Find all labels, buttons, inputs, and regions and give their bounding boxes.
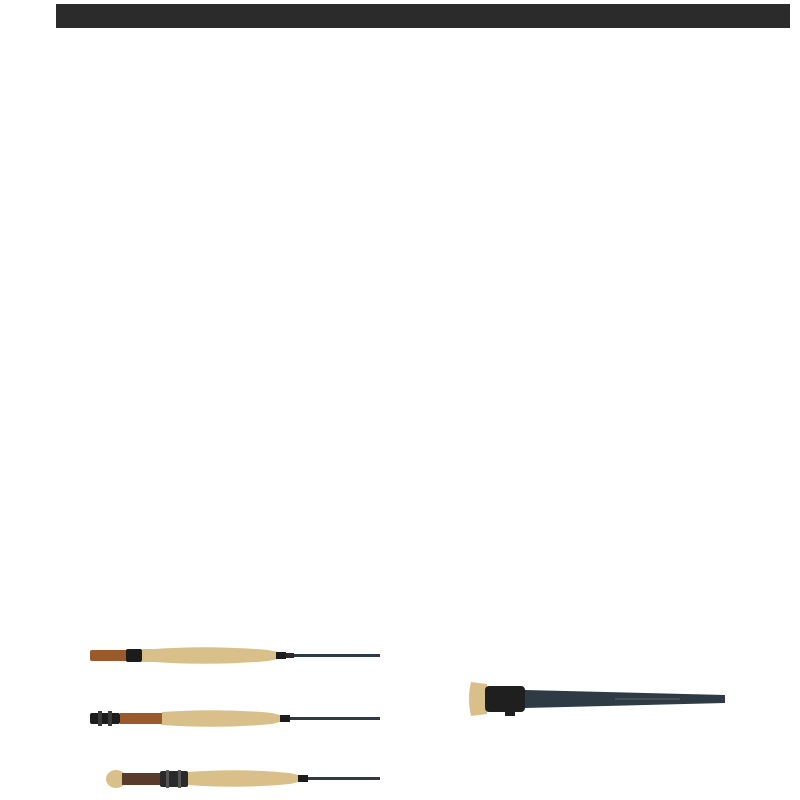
table-header <box>56 4 790 28</box>
grip-c-image <box>90 766 380 792</box>
grip-b-image <box>90 706 380 732</box>
rod-closeup-image <box>465 678 730 720</box>
grip-a-image <box>90 643 380 669</box>
spec-table <box>56 4 790 28</box>
